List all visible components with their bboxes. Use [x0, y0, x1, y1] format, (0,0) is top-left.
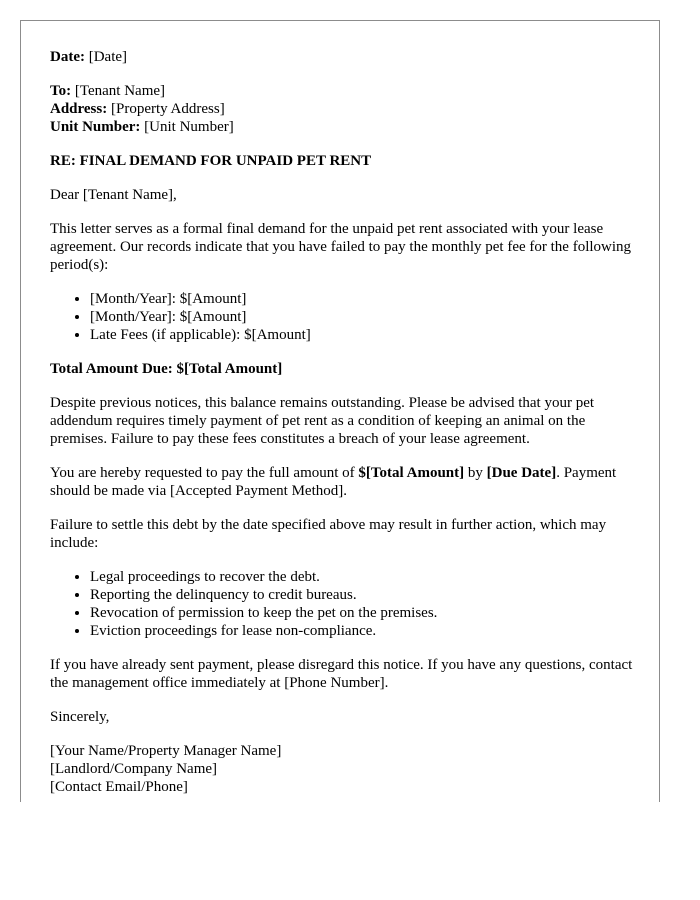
charges-list: [50, 290, 635, 344]
intro-paragraph: This letter serves as a formal final demand for the unpaid pet rent associated with your lease agreement. Our records indicate that you have failed to pay the monthly pet fee for the following period(s):: [50, 221, 632, 273]
consequence-item: • Eviction proceedings for lease non-compliance.: [90, 622, 635, 640]
property-address: [Property Address]: [110, 101, 225, 117]
signature-block: [50, 742, 635, 796]
tenant-name: [Tenant Name]: [74, 83, 166, 99]
signoff: Sincerely,: [50, 709, 110, 725]
to-label: To:: [50, 83, 72, 99]
charge-item: • [Month/Year]: $[Amount]: [90, 308, 635, 326]
signer-name: [Your Name/Property Manager Name]: [50, 743, 282, 759]
letter-page: [20, 20, 660, 802]
consequence-item: • Reporting the delinquency to credit bureaus.: [90, 586, 635, 604]
request-text-middle: by: [464, 465, 487, 481]
consequences-list: [50, 568, 635, 640]
consequence-item: • Legal proceedings to recover the debt.: [90, 568, 635, 586]
unit-label: Unit Number:: [50, 119, 141, 135]
date-label: Date:: [50, 49, 85, 65]
consequence-item: • Revocation of permission to keep the pet on the premises.: [90, 604, 635, 622]
request-text-after: . Payment should be made via [Accepted Payment Method].: [50, 465, 617, 499]
address-label: Address:: [50, 101, 108, 117]
consequences-intro: Failure to settle this debt by the date specified above may result in further action, which may include:: [50, 517, 607, 551]
notice-paragraph: Despite previous notices, this balance remains outstanding. Please be advised that your pet addendum requires timely payment of pet rent as a condition of keeping an animal on the premises. Failure to pay these fees constitutes a breach of your lease agreement.: [50, 395, 595, 447]
charge-item: • [Month/Year]: $[Amount]: [90, 290, 635, 308]
date-line: [50, 48, 635, 66]
date-value: [Date]: [88, 49, 128, 65]
closing-paragraph: If you have already sent payment, please disregard this notice. If you have any questions, contact the management office immediately at [Phone Number].: [50, 657, 633, 691]
recipient-block: [50, 82, 635, 136]
request-due-date: [Due Date]: [486, 465, 557, 481]
payment-request-paragraph: [50, 464, 635, 500]
request-text-before: You are hereby requested to pay the full amount of: [50, 465, 359, 481]
request-amount: $[Total Amount]: [358, 465, 465, 481]
charge-item: • Late Fees (if applicable): $[Amount]: [90, 326, 635, 344]
signer-company: [Landlord/Company Name]: [50, 761, 218, 777]
salutation: Dear [Tenant Name],: [50, 187, 177, 203]
signer-contact: [Contact Email/Phone]: [50, 779, 188, 795]
total-amount-due: Total Amount Due: $[Total Amount]: [50, 361, 283, 377]
unit-number: [Unit Number]: [144, 119, 234, 135]
subject-line: RE: FINAL DEMAND FOR UNPAID PET RENT: [50, 153, 372, 169]
letter-body: [50, 48, 635, 796]
